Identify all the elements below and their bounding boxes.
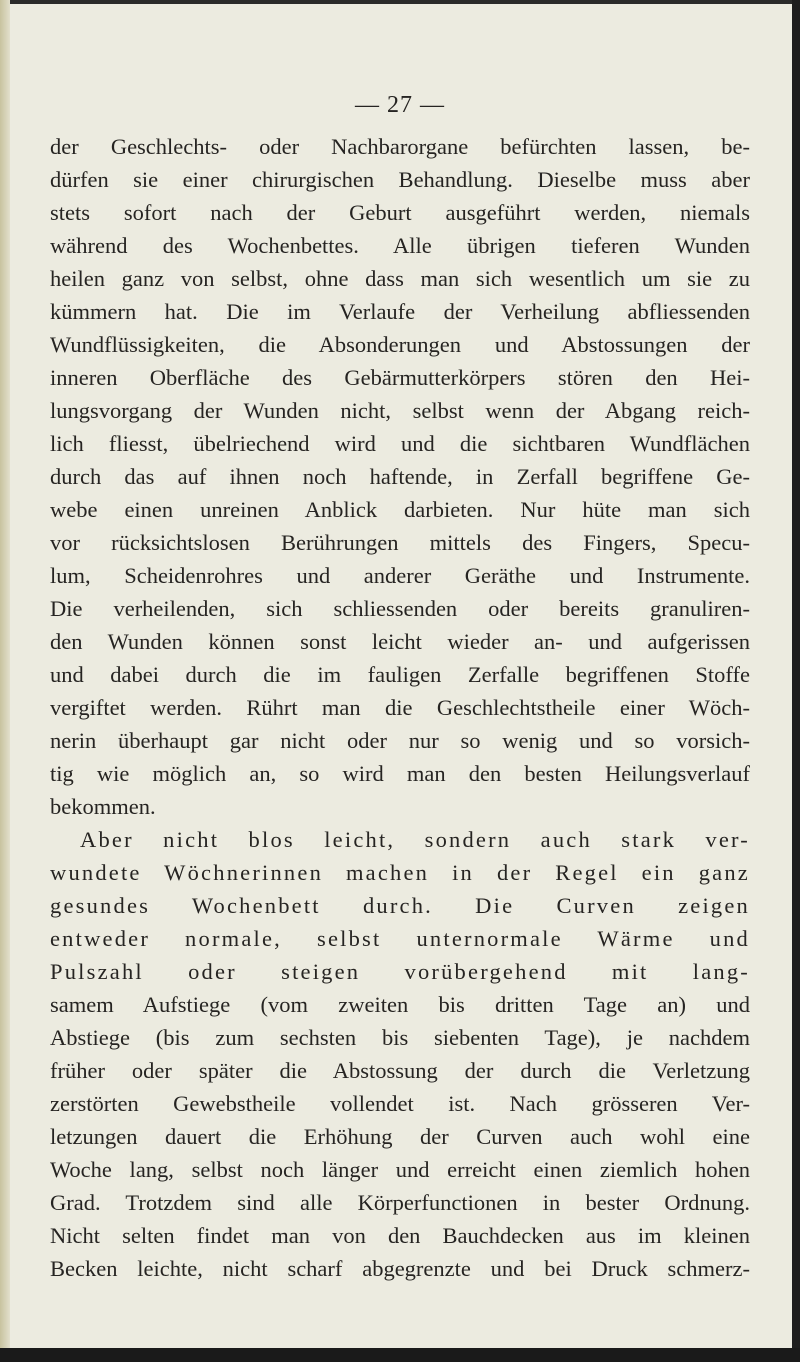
text-line: Pulszahl oder steigen vorübergehend mit lang- <box>50 959 750 984</box>
text-line: wundete Wöchnerinnen machen in der Regel ein ganz <box>50 860 750 885</box>
text-line: der Geschlechts- oder Nachbarorgane befürchten lassen, be- <box>50 134 750 159</box>
text-line: samem Aufstiege (vom zweiten bis dritten Tage an) und <box>50 992 750 1017</box>
text-line: letzungen dauert die Erhöhung der Curven auch wohl eine <box>50 1124 750 1149</box>
text-line: dürfen sie einer chirurgischen Behandlung. Dieselbe muss aber <box>50 167 750 192</box>
text-line: heilen ganz von selbst, ohne dass man sich wesentlich um sie zu <box>50 266 750 291</box>
text-line: bekommen. <box>50 794 156 819</box>
text-line: Nicht selten findet man von den Bauchdecken aus im kleinen <box>50 1223 750 1248</box>
text-line: zerstörten Gewebstheile vollendet ist. Nach grösseren Ver- <box>50 1091 750 1116</box>
text-line: vor rücksichtslosen Berührungen mittels des Fingers, Specu- <box>50 530 750 555</box>
text-line: lum, Scheidenrohres und anderer Geräthe und Instrumente. <box>50 563 750 588</box>
text-line: vergiftet werden. Rührt man die Geschlechtstheile einer Wöch- <box>50 695 750 720</box>
text-line: Wundflüssigkeiten, die Absonderungen und Abstossungen der <box>50 332 750 357</box>
page-bottom-edge <box>0 1348 800 1362</box>
text-line: webe einen unreinen Anblick darbieten. Nur hüte man sich <box>50 497 750 522</box>
text-line: lich fliesst, übelriechend wird und die sichtbaren Wundflächen <box>50 431 750 456</box>
text-line: durch das auf ihnen noch haftende, in Zerfall begriffene Ge- <box>50 464 750 489</box>
text-line: und dabei durch die im fauligen Zerfalle begriffenen Stoffe <box>50 662 750 687</box>
text-line: tig wie möglich an, so wird man den besten Heilungsverlauf <box>50 761 750 786</box>
page-number: — 27 — <box>355 92 445 118</box>
text-line: Abstiege (bis zum sechsten bis siebenten Tage), je nachdem <box>50 1025 750 1050</box>
text-line: Die verheilenden, sich schliessenden oder bereits granuliren- <box>50 596 750 621</box>
text-line: Grad. Trotzdem sind alle Körperfunctionen in bester Ordnung. <box>50 1190 750 1215</box>
text-line: kümmern hat. Die im Verlaufe der Verheilung abfliessenden <box>50 299 750 324</box>
text-line: entweder normale, selbst unternormale Wärme und <box>50 926 750 951</box>
text-line: gesundes Wochenbett durch. Die Curven zeigen <box>50 893 750 918</box>
body-text <box>50 130 750 1285</box>
text-line: den Wunden können sonst leicht wieder an- und aufgerissen <box>50 629 750 654</box>
paragraph-start-line: Aber nicht blos leicht, sondern auch stark ver- <box>80 827 750 852</box>
text-line: lungsvorgang der Wunden nicht, selbst wenn der Abgang reich- <box>50 398 750 423</box>
text-line: nerin überhaupt gar nicht oder nur so wenig und so vorsich- <box>50 728 750 753</box>
text-line: früher oder später die Abstossung der durch die Verletzung <box>50 1058 750 1083</box>
top-edge-rule <box>0 0 800 4</box>
text-line: Becken leichte, nicht scharf abgegrenzte und bei Druck schmerz- <box>50 1256 750 1281</box>
text-line: Woche lang, selbst noch länger und erreicht einen ziemlich hohen <box>50 1157 750 1182</box>
text-line: inneren Oberfläche des Gebärmutterkörpers stören den Hei- <box>50 365 750 390</box>
page-right-edge <box>792 0 800 1362</box>
page-left-edge <box>0 0 10 1362</box>
text-line: stets sofort nach der Geburt ausgeführt werden, niemals <box>50 200 750 225</box>
text-line: während des Wochenbettes. Alle übrigen tieferen Wunden <box>50 233 750 258</box>
